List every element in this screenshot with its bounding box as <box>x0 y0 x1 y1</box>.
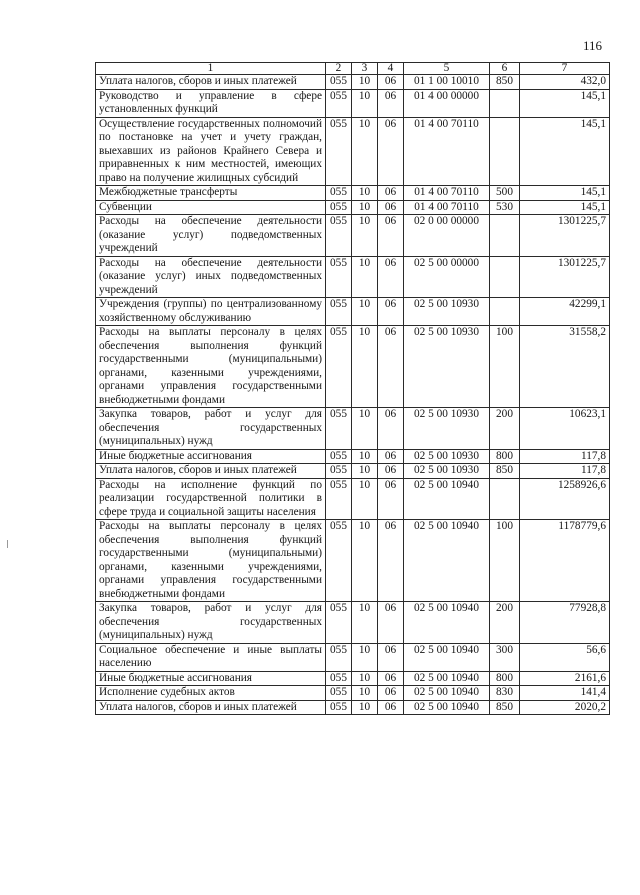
expense-type-cell: 100 <box>490 520 520 602</box>
section-code-cell: 10 <box>352 700 378 715</box>
amount-cell: 31558,2 <box>520 326 610 408</box>
target-article-cell: 02 5 00 10930 <box>404 326 490 408</box>
section-code-cell: 10 <box>352 186 378 201</box>
table-row <box>96 643 610 671</box>
ministry-code-cell: 055 <box>326 186 352 201</box>
table-row <box>96 449 610 464</box>
table-row <box>96 326 610 408</box>
subsection-code-cell: 06 <box>378 408 404 450</box>
ministry-code-cell: 055 <box>326 200 352 215</box>
expense-type-cell: 300 <box>490 643 520 671</box>
table-row <box>96 520 610 602</box>
amount-cell: 77928,8 <box>520 602 610 644</box>
table-row <box>96 602 610 644</box>
subsection-code-cell: 06 <box>378 464 404 479</box>
table-row <box>96 215 610 257</box>
section-code-cell: 10 <box>352 89 378 117</box>
table-row <box>96 464 610 479</box>
amount-cell: 432,0 <box>520 75 610 90</box>
amount-cell: 117,8 <box>520 464 610 479</box>
target-article-cell: 02 5 00 10930 <box>404 464 490 479</box>
amount-cell: 145,1 <box>520 186 610 201</box>
ministry-code-cell: 055 <box>326 478 352 520</box>
expense-type-cell: 800 <box>490 671 520 686</box>
column-header-2: 2 <box>326 63 352 75</box>
table-row <box>96 75 610 90</box>
ministry-code-cell: 055 <box>326 643 352 671</box>
subsection-code-cell: 06 <box>378 700 404 715</box>
table-row <box>96 408 610 450</box>
subsection-code-cell: 06 <box>378 89 404 117</box>
section-code-cell: 10 <box>352 671 378 686</box>
section-code-cell: 10 <box>352 117 378 186</box>
section-code-cell: 10 <box>352 215 378 257</box>
subsection-code-cell: 06 <box>378 75 404 90</box>
subsection-code-cell: 06 <box>378 186 404 201</box>
table-row <box>96 200 610 215</box>
target-article-cell: 02 5 00 10940 <box>404 700 490 715</box>
section-code-cell: 10 <box>352 686 378 701</box>
target-article-cell: 01 4 00 70110 <box>404 200 490 215</box>
item-name-cell: Закупка товаров, работ и услуг для обеспечения государственных (муниципальных) нужд <box>96 408 326 450</box>
ministry-code-cell: 055 <box>326 700 352 715</box>
ministry-code-cell: 055 <box>326 671 352 686</box>
item-name-cell: Социальное обеспечение и иные выплаты населению <box>96 643 326 671</box>
subsection-code-cell: 06 <box>378 117 404 186</box>
expense-type-cell <box>490 117 520 186</box>
table-row <box>96 671 610 686</box>
subsection-code-cell: 06 <box>378 326 404 408</box>
target-article-cell: 01 4 00 00000 <box>404 89 490 117</box>
section-code-cell: 10 <box>352 256 378 298</box>
item-name-cell: Иные бюджетные ассигнования <box>96 449 326 464</box>
subsection-code-cell: 06 <box>378 478 404 520</box>
expense-type-cell: 850 <box>490 464 520 479</box>
ministry-code-cell: 055 <box>326 215 352 257</box>
target-article-cell: 02 5 00 10930 <box>404 408 490 450</box>
ministry-code-cell: 055 <box>326 117 352 186</box>
item-name-cell: Расходы на обеспечение деятельности (оказание услуг) подведомственных учреждений <box>96 215 326 257</box>
section-code-cell: 10 <box>352 449 378 464</box>
subsection-code-cell: 06 <box>378 671 404 686</box>
subsection-code-cell: 06 <box>378 643 404 671</box>
expense-type-cell: 850 <box>490 75 520 90</box>
table-row <box>96 256 610 298</box>
expense-type-cell: 800 <box>490 449 520 464</box>
amount-cell: 1258926,6 <box>520 478 610 520</box>
expense-type-cell: 100 <box>490 326 520 408</box>
amount-cell: 145,1 <box>520 117 610 186</box>
page-number: 116 <box>583 38 603 53</box>
table-row <box>96 686 610 701</box>
subsection-code-cell: 06 <box>378 449 404 464</box>
table-row <box>96 700 610 715</box>
subsection-code-cell: 06 <box>378 520 404 602</box>
target-article-cell: 02 5 00 10940 <box>404 478 490 520</box>
section-code-cell: 10 <box>352 520 378 602</box>
ministry-code-cell: 055 <box>326 256 352 298</box>
item-name-cell: Закупка товаров, работ и услуг для обеспечения государственных (муниципальных) нужд <box>96 602 326 644</box>
table-row <box>96 298 610 326</box>
ministry-code-cell: 055 <box>326 75 352 90</box>
table-row <box>96 89 610 117</box>
item-name-cell: Межбюджетные трансферты <box>96 186 326 201</box>
item-name-cell: Субвенции <box>96 200 326 215</box>
column-number-row <box>96 63 610 75</box>
amount-cell: 1301225,7 <box>520 256 610 298</box>
amount-cell: 42299,1 <box>520 298 610 326</box>
expense-type-cell <box>490 215 520 257</box>
section-code-cell: 10 <box>352 464 378 479</box>
table-row <box>96 478 610 520</box>
subsection-code-cell: 06 <box>378 602 404 644</box>
expense-type-cell <box>490 478 520 520</box>
target-article-cell: 01 4 00 70110 <box>404 186 490 201</box>
subsection-code-cell: 06 <box>378 686 404 701</box>
subsection-code-cell: 06 <box>378 200 404 215</box>
expense-type-cell <box>490 89 520 117</box>
expense-type-cell: 200 <box>490 408 520 450</box>
expense-type-cell <box>490 256 520 298</box>
target-article-cell: 02 5 00 10930 <box>404 298 490 326</box>
item-name-cell: Расходы на выплаты персоналу в целях обеспечения выполнения функций государственными (муниципальными) органами, казенными учреждениями, органами управления государственными внебюджетными фондами <box>96 520 326 602</box>
item-name-cell: Уплата налогов, сборов и иных платежей <box>96 464 326 479</box>
amount-cell: 141,4 <box>520 686 610 701</box>
amount-cell: 2161,6 <box>520 671 610 686</box>
item-name-cell: Расходы на исполнение функций по реализации государственной политики в сфере труда и социальной защиты населения <box>96 478 326 520</box>
amount-cell: 117,8 <box>520 449 610 464</box>
column-header-7: 7 <box>520 63 610 75</box>
section-code-cell: 10 <box>352 200 378 215</box>
target-article-cell: 01 1 00 10010 <box>404 75 490 90</box>
item-name-cell: Уплата налогов, сборов и иных платежей <box>96 700 326 715</box>
amount-cell: 1301225,7 <box>520 215 610 257</box>
target-article-cell: 02 0 00 00000 <box>404 215 490 257</box>
scan-mark <box>7 540 8 548</box>
ministry-code-cell: 055 <box>326 602 352 644</box>
subsection-code-cell: 06 <box>378 298 404 326</box>
item-name-cell: Расходы на обеспечение деятельности (оказание услуг) иных подведомственных учреждений <box>96 256 326 298</box>
amount-cell: 145,1 <box>520 89 610 117</box>
item-name-cell: Уплата налогов, сборов и иных платежей <box>96 75 326 90</box>
ministry-code-cell: 055 <box>326 520 352 602</box>
section-code-cell: 10 <box>352 478 378 520</box>
target-article-cell: 02 5 00 10940 <box>404 602 490 644</box>
expense-type-cell: 850 <box>490 700 520 715</box>
column-header-1: 1 <box>96 63 326 75</box>
expense-type-cell <box>490 298 520 326</box>
column-header-3: 3 <box>352 63 378 75</box>
ministry-code-cell: 055 <box>326 89 352 117</box>
target-article-cell: 02 5 00 10930 <box>404 449 490 464</box>
target-article-cell: 01 4 00 70110 <box>404 117 490 186</box>
section-code-cell: 10 <box>352 75 378 90</box>
target-article-cell: 02 5 00 10940 <box>404 686 490 701</box>
item-name-cell: Иные бюджетные ассигнования <box>96 671 326 686</box>
section-code-cell: 10 <box>352 643 378 671</box>
section-code-cell: 10 <box>352 408 378 450</box>
column-header-4: 4 <box>378 63 404 75</box>
amount-cell: 2020,2 <box>520 700 610 715</box>
section-code-cell: 10 <box>352 602 378 644</box>
amount-cell: 10623,1 <box>520 408 610 450</box>
ministry-code-cell: 055 <box>326 408 352 450</box>
amount-cell: 145,1 <box>520 200 610 215</box>
expense-type-cell: 200 <box>490 602 520 644</box>
column-header-6: 6 <box>490 63 520 75</box>
item-name-cell: Расходы на выплаты персоналу в целях обеспечения выполнения функций государственными (муниципальными) органами, казенными учреждениями, органами управления государственными внебюджетными фондами <box>96 326 326 408</box>
item-name-cell: Исполнение судебных актов <box>96 686 326 701</box>
item-name-cell: Руководство и управление в сфере установленных функций <box>96 89 326 117</box>
section-code-cell: 10 <box>352 298 378 326</box>
budget-table <box>95 62 610 715</box>
target-article-cell: 02 5 00 10940 <box>404 520 490 602</box>
expense-type-cell: 500 <box>490 186 520 201</box>
ministry-code-cell: 055 <box>326 464 352 479</box>
amount-cell: 1178779,6 <box>520 520 610 602</box>
item-name-cell: Учреждения (группы) по централизованному хозяйственному обслуживанию <box>96 298 326 326</box>
target-article-cell: 02 5 00 00000 <box>404 256 490 298</box>
subsection-code-cell: 06 <box>378 215 404 257</box>
column-header-5: 5 <box>404 63 490 75</box>
amount-cell: 56,6 <box>520 643 610 671</box>
subsection-code-cell: 06 <box>378 256 404 298</box>
section-code-cell: 10 <box>352 326 378 408</box>
ministry-code-cell: 055 <box>326 326 352 408</box>
table-row <box>96 186 610 201</box>
ministry-code-cell: 055 <box>326 686 352 701</box>
target-article-cell: 02 5 00 10940 <box>404 643 490 671</box>
ministry-code-cell: 055 <box>326 298 352 326</box>
table-row <box>96 117 610 186</box>
expense-type-cell: 530 <box>490 200 520 215</box>
target-article-cell: 02 5 00 10940 <box>404 671 490 686</box>
ministry-code-cell: 055 <box>326 449 352 464</box>
expense-type-cell: 830 <box>490 686 520 701</box>
item-name-cell: Осуществление государственных полномочий по постановке на учет и учету граждан, выехавших из районов Крайнего Севера и приравненных к ним местностей, имеющих право на получение жилищных субсидий <box>96 117 326 186</box>
